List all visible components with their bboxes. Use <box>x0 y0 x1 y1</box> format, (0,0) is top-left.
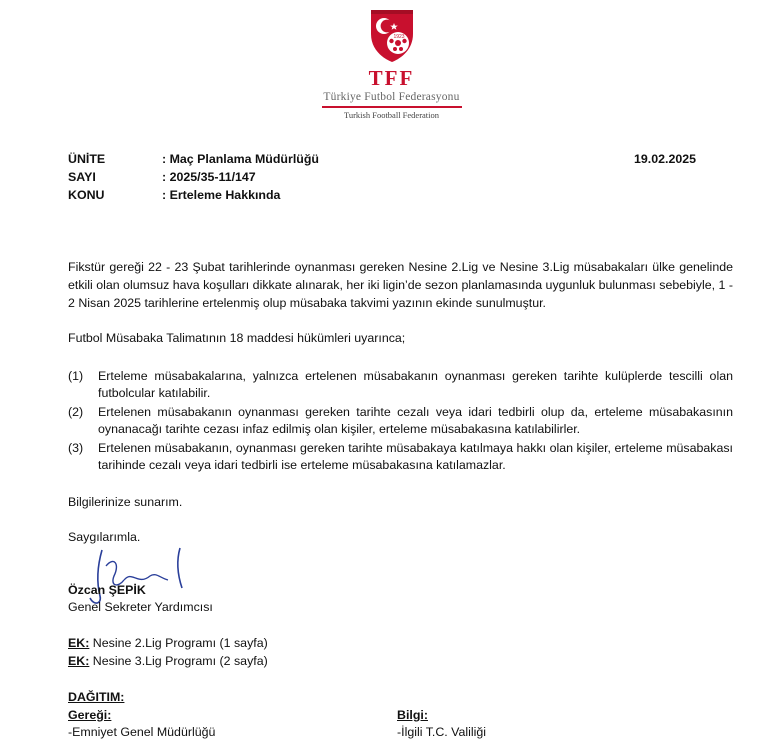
brand-abbrev: TFF <box>368 66 415 90</box>
distribution-bilgi-label: Bilgi: <box>397 708 428 722</box>
meta-key: SAYI <box>68 170 96 185</box>
list-item-text: Erteleme müsabakalarına, yalnızca ertelenen müsabakanın oynanması gereken tarihte kulüplerde tescilli olan futbolcular katılabilir. <box>98 369 733 401</box>
list-item-text: Ertelenen müsabakanın, oynanması gereken tarihte müsabakaya katılmaya hakkı olan kişiler, erteleme müsabakası tarihinde cezalı veya idari tedbirli ise erteleme müsabakasına katılamazlar. <box>98 440 733 473</box>
brand-name-tr: Türkiye Futbol Federasyonu <box>323 91 460 103</box>
meta-row-sayi <box>68 168 319 186</box>
distribution-bilgi-item: -İlgili T.C. Valiliği <box>397 725 487 739</box>
regards-line: Saygılarımla. <box>68 530 141 544</box>
body-paragraph-1: Fikstür gereği 22 - 23 Şubat tarihlerinde oynanması gereken Nesine 2.Lig ve Nesine 3.Lig müsabakaları ülke genelinde etkili olan olumsuz hava koşulları dikkate alınarak, her iki ligin’de sezon planlamasında uygunluk bulunması sebebiyle, 1 - 2 Nisan 2025 tarihlerine ertelenmiş olup müsabaka takvimi yazının ekinde sunulmuştur. <box>68 260 733 310</box>
list-item-number: (2) <box>68 404 84 419</box>
meta-value: : 2025/35-11/147 <box>162 170 256 185</box>
crest-year: 1923 <box>392 34 405 40</box>
distribution-geregi-label: Gereği: <box>68 708 112 722</box>
distribution-heading: DAĞITIM: <box>68 690 125 704</box>
tff-crest-logo <box>367 4 417 64</box>
attachment-text: Nesine 3.Lig Programı (2 sayfa) <box>92 654 268 668</box>
meta-key: ÜNİTE <box>68 152 106 166</box>
list-item-number: (3) <box>68 440 84 455</box>
body-paragraph-2: Futbol Müsabaka Talimatının 18 maddesi hükümleri uyarınca; <box>68 331 406 345</box>
meta-key: KONU <box>68 188 105 203</box>
document-date: 19.02.2025 <box>634 152 697 166</box>
brand-rule <box>322 106 462 108</box>
brand-name-en: Turkish Football Federation <box>343 110 440 120</box>
list-item-text: Ertelenen müsabakanın oynanması gereken tarihte cezalı veya idari tedbirli olup da, erteleme müsabakasının oynanacağı tarihte cezası infaz edilmiş olan kişiler, erteleme müsabakasına katılabilirler. <box>98 404 733 437</box>
signatory-name: Özcan ŞEPİK <box>68 583 146 597</box>
attachment-label: EK: <box>68 654 90 668</box>
letterhead <box>0 4 783 120</box>
signatory-title: Genel Sekreter Yardımcısı <box>68 600 213 614</box>
closing-line: Bilgilerinize sunarım. <box>68 495 183 509</box>
rule-list <box>68 368 733 475</box>
meta-block <box>68 150 319 205</box>
list-item <box>68 404 733 439</box>
list-item-number: (1) <box>68 369 84 383</box>
attachment-label: EK: <box>68 636 90 650</box>
meta-row-konu <box>68 186 319 204</box>
attachment-line <box>68 635 733 653</box>
attachment-text: Nesine 2.Lig Programı (1 sayfa) <box>92 636 268 650</box>
meta-value: : Erteleme Hakkında <box>162 188 281 203</box>
distribution-geregi-item: -Emniyet Genel Müdürlüğü <box>68 725 216 739</box>
attachment-line <box>68 653 733 671</box>
list-item <box>68 368 733 403</box>
list-item <box>68 440 733 475</box>
meta-row-unite <box>68 150 319 168</box>
meta-value: : Maç Planlama Müdürlüğü <box>162 152 319 166</box>
